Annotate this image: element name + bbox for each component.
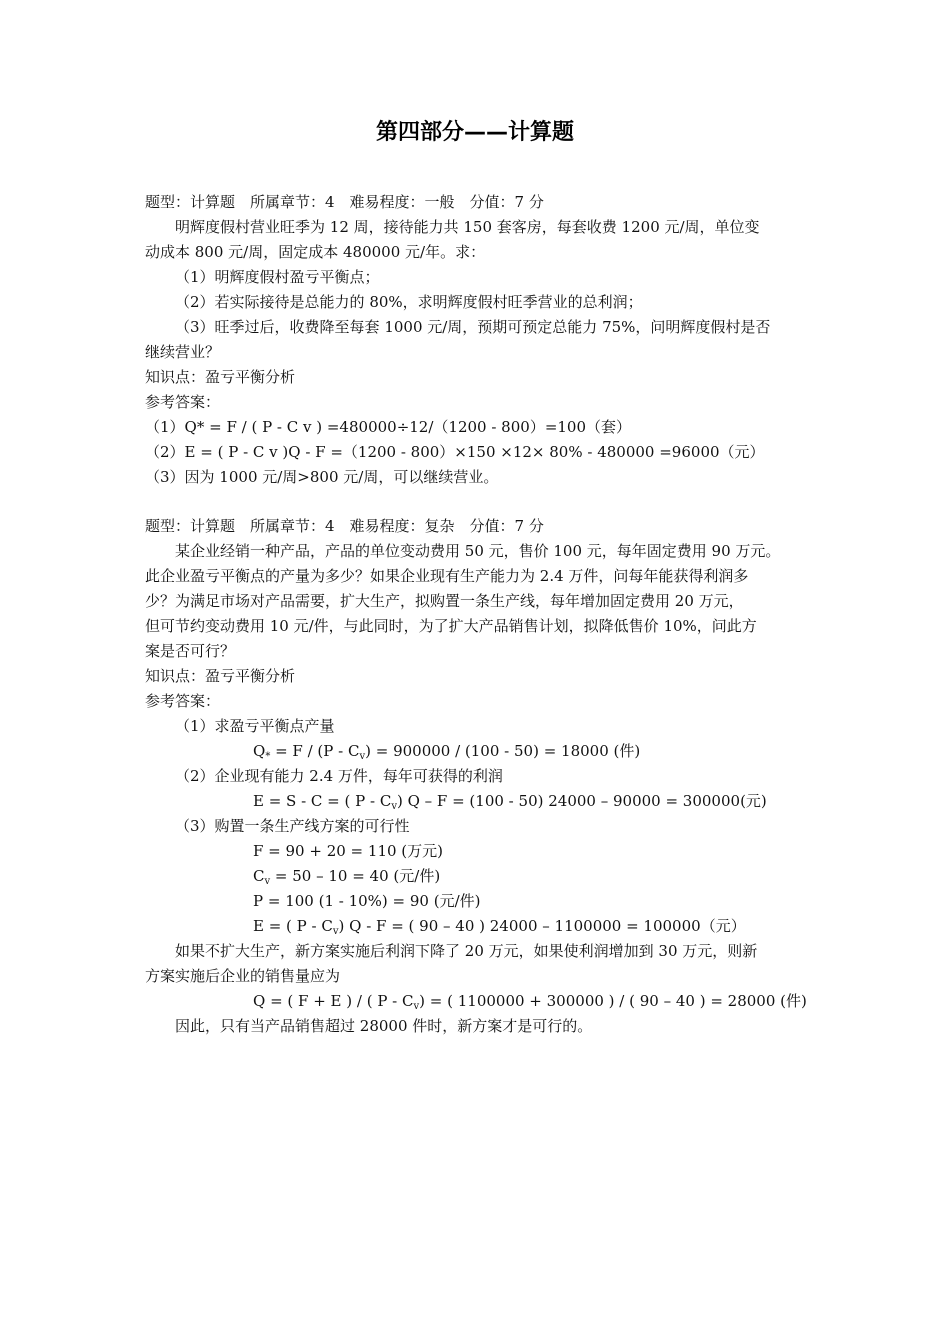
step-label: （2）企业现有能力 2.4 万件，每年可获得的利润	[175, 767, 503, 785]
conclusion-line: 方案实施后企业的销售量应为	[145, 967, 341, 985]
question-stem-line: 明辉度假村营业旺季为 12 周，接待能力共 150 套客房，每套收费 1200 元/周，单位变	[175, 218, 760, 236]
sub-question: （1）明辉度假村盈亏平衡点；	[175, 268, 380, 286]
question-stem-line: 少？为满足市场对产品需要，扩大生产，拟购置一条生产线，每年增加固定费用 20 万元，	[145, 592, 744, 610]
question-stem-line: 但可节约变动费用 10 元/件，与此同时，为了扩大产品销售计划，拟降低售价 10%，问此方	[145, 617, 757, 635]
question-meta: 题型：计算题 所属章节：4 难易程度：一般 分值：7 分	[145, 193, 544, 211]
answer-line: （2）E = ( P - C v )Q - F =（1200 - 800）×150 ×12× 80% - 480000 =96000（元）	[145, 443, 765, 461]
sub-question: （2）若实际接待是总能力的 80%，求明辉度假村旺季营业的总利润；	[175, 293, 643, 311]
sub-question: （3）旺季过后，收费降至每套 1000 元/周，预期可预定总能力 75%，问明辉度假村是否	[175, 318, 771, 336]
formula-required-quantity: Q = ( F + E ) / ( P - $C_v$) = ( 1100000 + 300000 ) / ( 90 – 40 ) = 28000 (件)	[253, 992, 807, 1012]
answer-label: 参考答案：	[145, 692, 221, 710]
question-stem-line: 动成本 800 元/周，固定成本 480000 元/年。求：	[145, 243, 486, 261]
knowledge-point: 知识点：盈亏平衡分析	[145, 368, 296, 386]
question-1	[145, 190, 815, 490]
step-label: （1）求盈亏平衡点产量	[175, 717, 335, 735]
final-conclusion: 因此，只有当产品销售超过 28000 件时，新方案才是可行的。	[175, 1017, 593, 1035]
sub-question: 继续营业？	[145, 343, 221, 361]
conclusion-line: 如果不扩大生产，新方案实施后利润下降了 20 万元，如果使利润增加到 30 万元，则新	[175, 942, 758, 960]
answer-line: （1）Q* = F / ( P - C v ) =480000÷12/（1200 - 800）=100（套）	[145, 418, 632, 436]
question-2	[145, 514, 815, 1039]
formula-price: P = 100 (1 - 10%) = 90 (元/件)	[253, 892, 481, 910]
answer-line: （3）因为 1000 元/周>800 元/周，可以继续营业。	[145, 468, 499, 486]
formula-breakeven: $Q_* = F / (P - C_v) = 900000 / (100 - 50) = 18000$ (件)	[253, 742, 641, 762]
formula-profit: E = S - C = ( P - $C_v$) Q – F = (100 - 50) 24000 – 90000 = 300000(元)	[253, 792, 767, 812]
step-label: （3）购置一条生产线方案的可行性	[175, 817, 410, 835]
page-title: 第四部分——计算题	[375, 120, 574, 145]
formula-fixed-cost: F = 90 + 20 = 110 (万元)	[253, 842, 443, 860]
knowledge-point: 知识点：盈亏平衡分析	[145, 667, 296, 685]
question-stem-line: 此企业盈亏平衡点的产量为多少？如果企业现有生产能力为 2.4 万件，问每年能获得利润多	[145, 567, 749, 585]
formula-new-profit: E = ( P - $C_v$) Q - F = ( 90 – 40 ) 24000 – 1100000 = 100000（元）	[253, 917, 746, 937]
question-stem-line: 案是否可行？	[145, 642, 236, 660]
question-meta: 题型：计算题 所属章节：4 难易程度：复杂 分值：7 分	[145, 517, 544, 535]
answer-label: 参考答案：	[145, 393, 221, 411]
formula-variable-cost: $C_v = 50 - 10 = 40$ (元/件)	[253, 867, 441, 887]
question-stem-line: 某企业经销一种产品，产品的单位变动费用 50 元，售价 100 元，每年固定费用 90 万元。	[175, 542, 781, 560]
